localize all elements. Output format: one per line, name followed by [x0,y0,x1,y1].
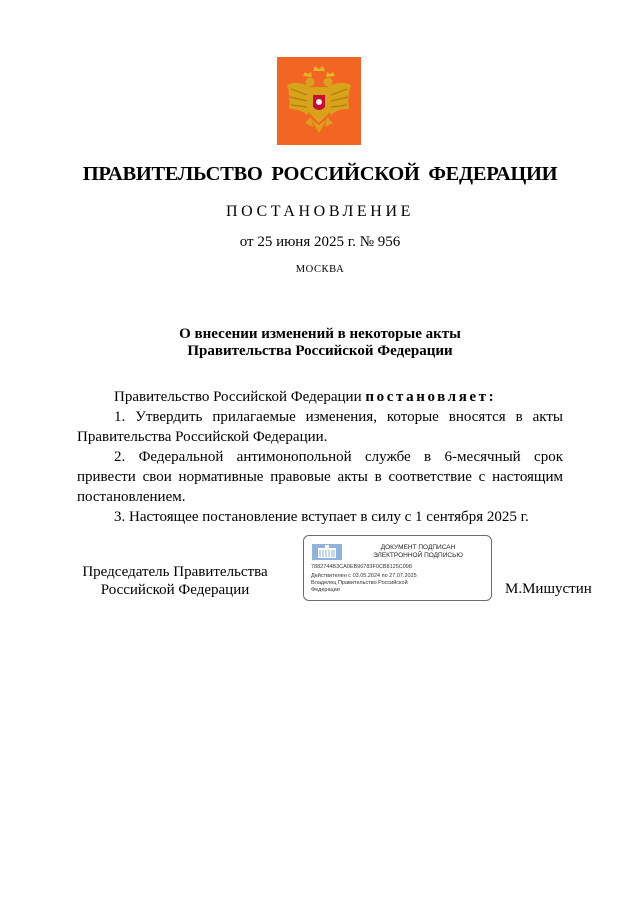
subject-line-1: О внесении изменений в некоторые акты [179,326,461,342]
stamp-validity: Действителен с 03.05.2024 по 27.07.2025 [311,573,417,579]
coat-of-arms-emblem [277,57,361,145]
stamp-title [348,544,488,560]
position-line-1: Председатель Правительства [82,564,268,580]
document-type: ПОСТАНОВЛЕНИЕ [226,203,414,220]
document-body [77,387,563,527]
decree-keyword: постановляет: [365,389,497,405]
item-3: 3. Настоящее постановление вступает в силу с 1 сентября 2025 г. [114,509,529,525]
item-1: 1. Утвердить прилагаемые изменения, которые вносятся в акты Правительства Российской Федерации. [77,409,563,445]
stamp-owner-line-1: Владелец Правительство Российской [311,580,408,586]
subject-line-2: Правительства Российской Федерации [187,343,453,359]
government-building-icon [312,544,342,560]
stamp-title-line-1: ДОКУМЕНТ ПОДПИСАН [380,544,456,551]
city-name: МОСКВА [295,264,345,275]
stamp-title-line-2: ЭЛЕКТРОННОЙ ПОДПИСЬЮ [373,552,463,559]
electronic-signature-stamp [303,535,492,601]
document-subject [0,326,640,360]
document-date-number: от 25 июня 2025 г. № 956 [239,234,401,250]
position-line-2: Российской Федерации [100,582,250,598]
stamp-owner-line-2: Федерации [311,587,340,593]
signatory-name: М.Мишустин [505,581,592,597]
stamp-certificate: 7882744B3CA0EB96783F0CB8125C098 [311,564,412,570]
intro-paragraph [77,387,563,407]
item-2: 2. Федеральной антимонопольной службе в 6-месячный срок привести свои нормативные правовые акты в соответствие с настоящим постановлением. [77,449,563,505]
government-title: ПРАВИТЕЛЬСТВО РОССИЙСКОЙ ФЕДЕРАЦИИ [82,163,558,185]
signatory-position [75,563,275,599]
intro-text: Правительство Российской Федерации [114,389,366,405]
